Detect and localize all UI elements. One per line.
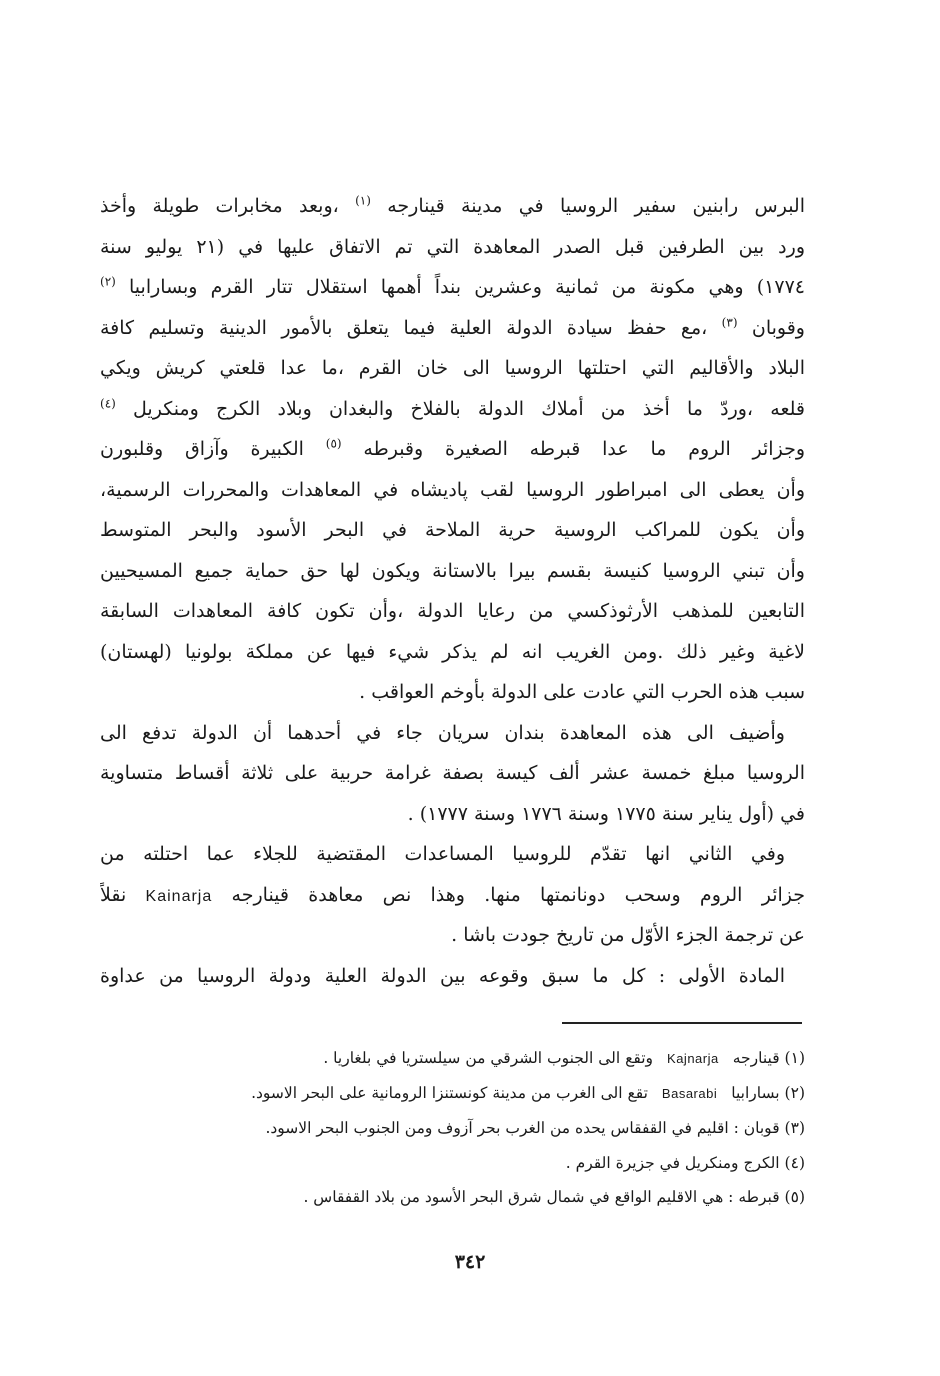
footnote-item: (٥) قبرطه : هي الاقليم الواقع في شمال شرق البحر الأسود من بلاد القفقاس . [303,1187,805,1206]
footnote-ref: (٤) [100,396,116,411]
text-line: البرس رابنين سفير الروسيا في مدينة قينارجه $^{(١)}$ ،وبعد مخابرات طويلة وأخذ [100,193,805,217]
text-line: في (أول يناير سنة ١٧٧٥ وسنة ١٧٧٦ وسنة ١٧٧٧) . [407,802,805,825]
main-text [100,186,805,996]
text-line: وأضيف الى هذه المعاهدة بندان سريان جاء في أحدهما أن الدولة تدفع الى [100,721,785,744]
page-number: ٣٤٢ [454,1251,486,1273]
text-line: المادة الأولى : كل ما سبق وقوعه بين الدولة العلية ودولة الروسيا من عداوة [100,964,785,987]
text-line: قلعه ،وردّ ما أخذ من أملاك الدولة بالفلاخ والبغدان وبلاد الكرج ومنكريل $^{(٤)}$ [100,396,805,420]
text-line: الروسيا مبلغ خمسة عشر ألف كيسة بصفة غرامة حربية على ثلاثة أقساط متساوية [100,762,805,784]
footnote-ref: (١) [355,193,371,208]
latin-term: Basarabi [661,1086,718,1102]
text-line: وفي الثاني انها تقدّم للروسيا المساعدات المقتضية للجلاء عما احتلته من [100,843,785,865]
latin-term: Kajnarja [667,1051,719,1066]
text-line: وقوبان $^{(٣)}$ ،مع حفظ سيادة الدولة العلية فيما يتعلق بالأمور الدينية وتسليم كافة [100,315,805,339]
text-line: عن ترجمة الجزء الأوّل من تاريخ جودت باشا . [451,924,805,946]
footnote-item: (٢) بسارابياBasarabiتقع الى الغرب من مدينة كونستنزا الرومانية على البحر الاسود. [251,1084,805,1103]
footnote-item: (٤) الكرج ومنكريل في جزيرة القرم . [565,1153,805,1172]
text-line: وأن يعطى الى امبراطور الروسيا لقب پاديشاه في المعاهدات والمحررات الرسمية، [100,478,805,501]
latin-term: Kainarja [145,887,213,905]
text-line: سبب هذه الحرب التي عادت على الدولة بأوخم العواقب . [359,681,805,703]
footnote-ref: (٥) [325,436,342,451]
footnote-item: (٣) قوبان : اقليم في القفقاس يحده من الغرب بحر آزوف ومن الجنوب البحر الاسود. [265,1119,805,1138]
text-line: وجزائر الروم ما عدا قبرطه الصغيرة وقبرطه $^{(٥)}$ الكبيرة وآزاق وقلبورن [100,436,805,460]
text-line: التابعين للمذهب الأرثوذكسي من رعايا الدولة ،وأن تكون كافة المعاهدات السابقة [100,600,805,622]
text-line: جزائر الروم وسحب دونانمتها منها. وهذا نص معاهدة قينارجه Kainarja نقلاً [100,883,805,906]
text-line: ورد بين الطرفين قبل الصدر المعاهدة التي تم الاتفاق عليها في (٢١ يوليو سنة [100,235,805,258]
footnotes [100,1041,805,1214]
footnote-ref: (٢) [100,274,116,289]
text-line: وأن يكون للمراكب الروسية حرية الملاحة في البحر الأسود والبحر المتوسط [100,519,805,541]
text-line: البلاد والأقاليم التي احتلتها الروسيا الى خان القرم ،ما عدا قلعتي كريش ويكي [100,357,805,379]
text-line: وأن تبني الروسيا كنيسة بقسم بيرا بالاستانة ويكون لها حق حماية جميع المسيحيين [100,559,805,582]
footnote-item: (١) قينارجهKajnarjaوتقع الى الجنوب الشرقي من سيلستريا في بلغاريا . [323,1049,805,1067]
footnote-ref: (٣) [721,315,738,330]
text-line: ١٧٧٤) وهي مكونة من ثمانية وعشرين بنداً أهمها استقلال تتار القرم وبسارابيا $^{(٢)}$ [100,274,805,298]
text-line: لاغية وغير ذلك .ومن الغريب انه لم يذكر شيء فيها عن مملكة بولونيا (لهستان) [100,640,805,663]
footnote-divider [562,1022,802,1024]
